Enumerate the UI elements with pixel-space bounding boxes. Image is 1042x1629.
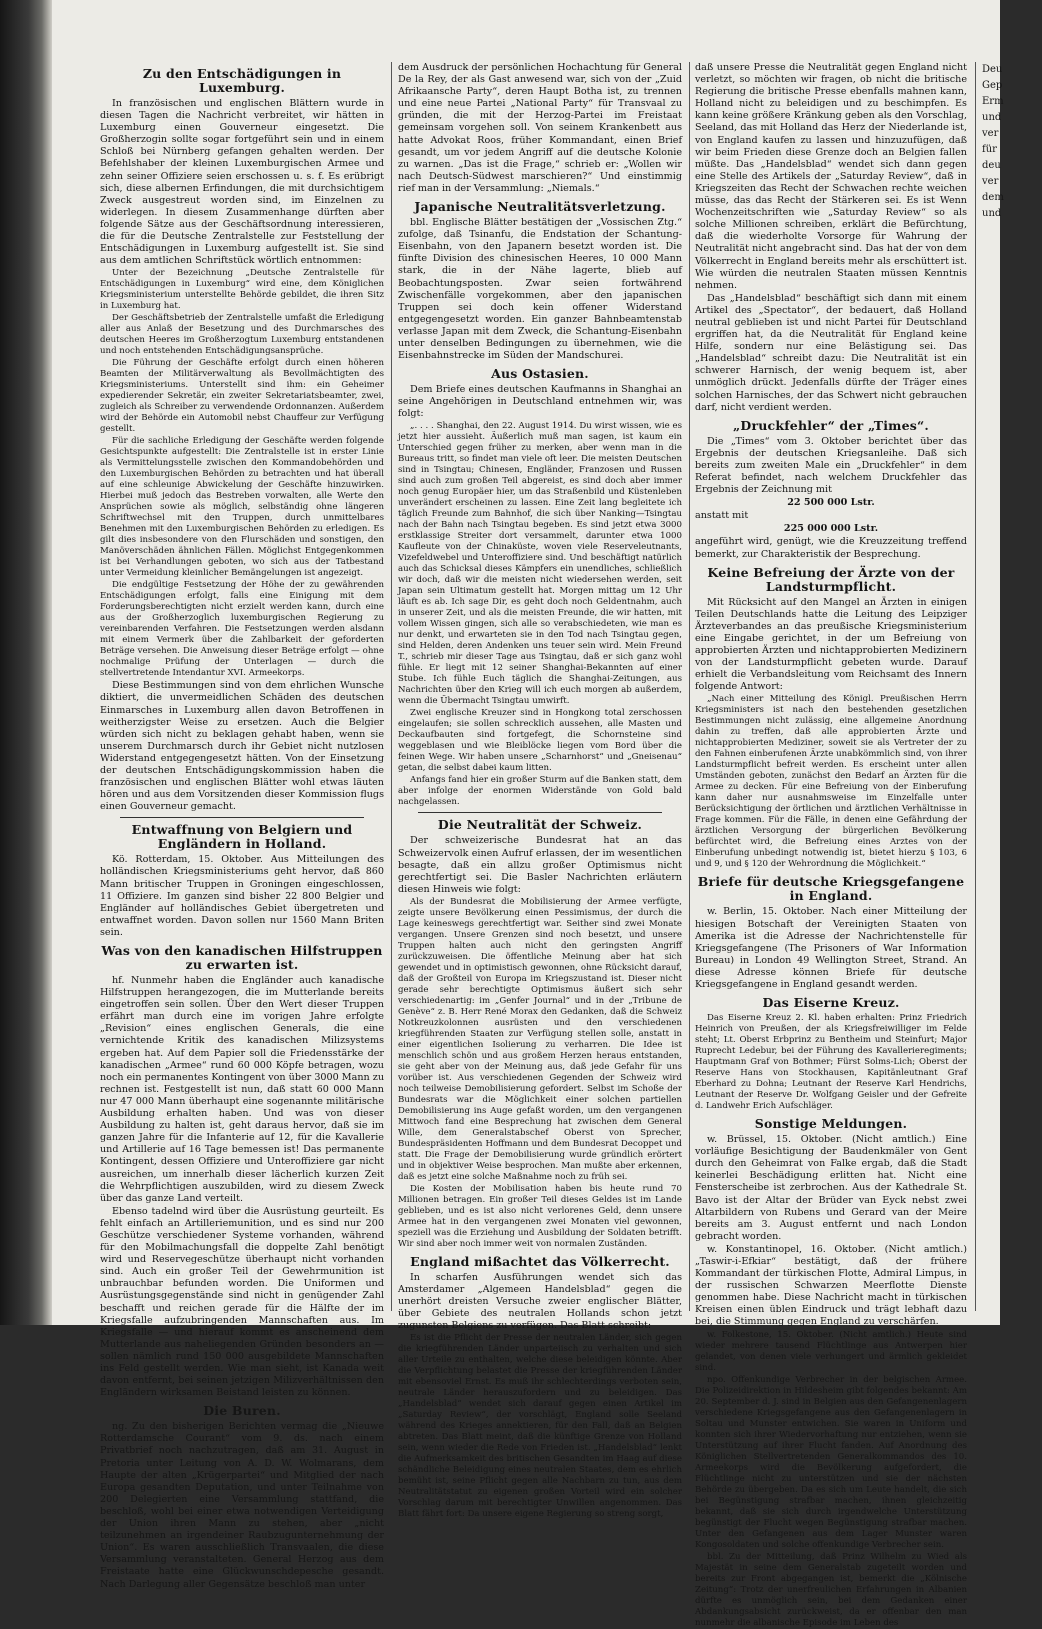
article-paragraph: w. Brüssel, 15. Oktober. (Nicht amtlich.) Eine vorläufige Besichtigung der Baudenkmäler von Gent durch den Geheimrat von Falke ergab, daß die Stadt keinerlei Beschädigung erlitten hat. Nicht eine Fensterscheibe ist zerbrochen. Aus der Kathedrale St. Bavo ist der Altar der Brüder van Eyck nebst zwei Altarbildern von Rubens und Gerard van der Meire bereits am 3. August entfernt und nach London gebracht worden. <box>695 1134 967 1242</box>
article-heading: Sonstige Meldungen. <box>754 1116 908 1132</box>
article-quote: „. . . . Shanghai, den 22. August 1914. Du wirst wissen, wie es jetzt hier aussieht. Äußerlich muß man sagen, ist kaum ein Unterschied gegen früher zu merken, aber wenn man in die Bureaus tritt, so findet man viele oft leer. Die meisten Deutschen sind in Tsingtau; Chinesen, Engländer, Franzosen und Russen sind auch zum großen Teil abgereist, es sind doch aber immer noch genug Europäer hier, um das Straßenbild und Küstenleben unverändert erscheinen zu lassen. Eine Zeit lang begleitete ich täglich Freunde zum Bahnhof, die sich über Nanking—Tsingtau nach der Bahn nach Tsingtau begeben. Es sind jetzt etwa 3000 erstklassige Streiter dort versammelt, darunter etwa 1000 Kaufleute von der Chinaküste, woven viele Reserveleutnants, Vizefeldwebel und Unteroffiziere sind. Und beschäftigt natürlich auch das Schicksal dieses Kämpfers ein unendliches, schließlich wir doch, daß wir die meisten nicht wiedersehen werden, seit Japan sein Ultimatum gestellt hat. Morgen mittag um 12 Uhr läuft es ab. Ich sage Dir, es geht doch noch Geldentnahm, auch in unserer Zeit, und als die meisten Freunde, die wir hatten, mit vollem Wissen gingen, sich alle so verabschiedeten, wie man es nur denkt, und erwarteten sie in den Tod nach Tsingtau gegen, sind Helden, deren Andenken uns teuer sein wird. Mein Freund T., schrieb mir dieser Tage aus Tsingtau, daß er sich ganz wohl fühle. Er liegt mit 12 seiner Shanghai-Bekannten auf einer Stube. Ich fühle Euch täglich die Shanghai-Zeitungen, aus Nachrichten über den Krieg will ich euch morgen ab außerdem, wenn die Übermacht Tsingtau umwirft. <box>398 421 682 707</box>
article-paragraph: daß unsere Presse die Neutralität gegen England nicht verletzt, so möchten wir fragen, ob nicht die britische Regierung die britische Presse ebenfalls mahnen kann, Holland nicht zu beleidigen und zu beschimpfen. Es kann keine größere Kränkung geben als den Vorschlag, Seeland, das mit Holland das Herz der Niederlande ist, von England kaufen zu lassen und hinzuzufügen, daß wir beim Frieden diese Grenze doch an Belgien fallen müßte. Das „Handelsblad“ wendet sich dann gegen eine Stelle des Artikels der „Saturday Review“, daß in Kriegszeiten das Recht der Schwachen rechte weichen müsse, das das Recht der Stärkeren sei. Es ist Wenn Wochenzeitschriften wie „Saturday Review“ so als solche Millionen schreiben, erklärt die Befürchtung, daß die wiederholte Vorsorge für Wahrung der Neutralität nicht angebracht sind. Das hat der von dem Völkerrecht in England bereits mehr als erschüttert ist. Wie würden die neutralen Staaten müssen Kenntnis nehmen. <box>695 62 967 291</box>
article-quote: „Nach einer Mitteilung des Königl. Preußischen Herrn Kriegsministers ist nach den bestehenden gesetzlichen Bestimmungen nicht zulässig, eine allgemeine Anordnung dahin zu treffen, daß alle approbierten Ärzte und nichtapprobierten Mediziner, soweit sie als Vertreter der zu den Fahnen einberufenen Ärzte unabkömmlich sind, von ihrer Landsturmpflicht befreit werden. Es erscheint unter allen Umständen geboten, zunächst den Bedarf an Ärzten für die Armee zu decken. Für eine Befreiung von der Einberufung kann daher nur ausnahmsweise im Einzelfalle unter Berücksichtigung der örtlichen und ärztlichen Verhältnisse in Frage kommen. Für die Fälle, in denen eine Gefährdung der ärztlichen Versorgung der bürgerlichen Bevölkerung befürchtet wird, die Befreiung eines Arztes von der Einberufung unbedingt notwendig ist, bietet hierzu § 103, 6 und 9, und § 120 der Wehrordnung die Möglichkeit.“ <box>695 694 967 870</box>
article-paragraph: dem Ausdruck der persönlichen Hochachtung für General De la Rey, der als Gast anwesend war, sich von der „Zuid Afrikaansche Party“, deren Haupt Botha ist, zu trennen und eine neue Partei „National Party“ für Transvaal zu gründen, die mit der Herzog-Partei im Freistaat gemeinsam vorgehen soll. Von seinem Krankenbett aus hatte Advokat Roos, früher Kommandant, einen Brief gesandt, um vor jedem Angriff auf die deutsche Kolonie zu warnen. „Das ist die Frage,“ schrieb er: „Wollen wir nach Deutsch-Südwest marschieren?“ Und einstimmig rief man in der Versammlung: „Niemals.“ <box>398 62 682 194</box>
article-quote: Anfangs fand hier ein großer Sturm auf die Banken statt, dem aber infolge der enormen Widerstände von Gold bald nachgelassen. <box>398 775 682 808</box>
article-heading: Briefe für deutsche Kriegsgefangene in England. <box>697 874 965 904</box>
figure-line: 22 500 000 Lstr. <box>787 497 875 509</box>
article-heading: Die Neutralität der Schweiz. <box>437 817 643 833</box>
article-quote: Unter der Bezeichnung „Deutsche Zentralstelle für Entschädigungen in Luxemburg“ wird eine, dem Königlichen Kriegsministerium unterstellte Behörde gebildet, die ihren Sitz in Luxemburg hat. <box>100 268 384 312</box>
column-2 <box>398 62 682 1520</box>
article-quote: Der Geschäftsbetrieb der Zentralstelle umfaßt die Erledigung aller aus Anlaß der Besetzung und des Durchmarsches des deutschen Heeres im Großherzogtum Luxemburg entstandenen und noch entstehenden Entschädigungsansprüche. <box>100 313 384 357</box>
article-paragraph: In französischen und englischen Blättern wurde in diesen Tagen die Nachricht verbreitet, wir hätten in Luxemburg einen Gouverneur eingesetzt. Die Großherzogin sollte sogar fortgeführt sein und in einem Schloß bei Nürnberg gefangen gehalten werden. Der Befehlshaber der kleinen Luxemburgischen Armee und zehn seiner Offiziere seien erschossen u. s. f. Es erübrigt sich, diese albernen Erfindungen, die mit durchsichtigem Zweck ausgestreut worden sind, im Einzelnen zu widerlegen. In diesem Zusammenhange dürften aber folgende Sätze aus der Geschäftsordnung interessieren, die für die Deutsche Zentralstelle zur Feststellung der Entschädigungen in Luxemburg aufgestellt ist. Sie sind aus dem amtlichen Schriftstück wörtlich entnommen: <box>100 98 384 267</box>
article-paragraph: In scharfen Ausführungen wendet sich das Amsterdamer „Algemeen Handelsblad“ gegen die unerhört dreisten Versuche zweier englischer Blätter, über Gebiete des neutralen Hollands schon jetzt zugunsten Belgiens zu verfügen. Das Blatt schreibt: <box>398 1271 682 1332</box>
column-1 <box>100 62 384 1590</box>
figure-line: 225 000 000 Lstr. <box>783 523 879 535</box>
article-heading: Keine Befreiung der Ärzte von der Landsturmpflicht. <box>707 564 955 594</box>
article-heading: Aus Ostasien. <box>491 366 589 382</box>
article-paragraph: Mit Rücksicht auf den Mangel an Ärzten in einigen Teilen Deutschlands hatte die Leitung des Leipziger Ärzteverbandes an das preußische Kriegsministerium eine Eingabe gerichtet, in der um Befreiung von approbierten Ärzten und nichtapprobierten Medizinern von der Landsturmpflicht gebeten wurde. Darauf erhielt die Verbandsleitung vom Reichsamt des Innern folgende Antwort: <box>695 596 967 693</box>
separator <box>120 817 364 818</box>
article-paragraph: npo. Offenkundige Verbrecher in der belgischen Armee. Die Polizeidirektion in Hildesheim gibt folgendes bekannt: Am 20. September d. J. sind in Belgien aus den Gefangenenlagern verschiedene Kriegsgefangene aus den Gefangenenlagern in Soltau und Munster entwichen. Sie waren in Uniform und konnten sich ihrer Wiedervorhaftung nur entziehen, wenn sie Unterstützung auf ihrer Flucht fanden. Auf Anordnung des Königlichen Stellvertretenden Generalkommandos des 10. Armeekorps wird die Bevölkerung aufgefordert, die Flüchtlinge nicht zu unterstützen und sie der nächsten Behörde zu übergeben. Da es sich um Leute handelt, die sich bei Begünstigung strafbar machen, ihnen gleichzeitig bekannt, daß sie sich durch irgendwelche Unterstützung begünstigt der Flucht wegen Begünstigung strafbar machen. Unter den Gefangenen aus dem Lager Munster waren Kongosoldaten und solche offenkundige Verbrecher sein. <box>695 1374 967 1550</box>
article-paragraph: bbl. Zu der Mitteilung, daß Prinz Wilhelm zu Wied als Majestät in seine dem Generalstab zugeteilt worden und bereits zur Front abgegangen ist, bemerkt die „Kölnische Zeitung“: Trotz der unerfreulichen Erfahrungen in Albanien dürfte es unmöglich sein, bei dem Gedanken einer Abdankungsabsicht zurückweist, da er offenbar den man nunmehr die albanische Episode im Leben des <box>695 1551 967 1628</box>
article-paragraph: w. Berlin, 15. Oktober. Nach einer Mitteilung der hiesigen Botschaft der Vereinigten Staaten von Amerika ist die Adresse der Nachrichtenstelle für Kriegsgefangene (The Prisoners of War Information Bureau) in London 49 Wellington Street, Strand. An diese Adresse können Briefe für deutsche Kriegsgefangene in England gesandt werden. <box>695 906 967 990</box>
column-rule <box>689 62 690 1311</box>
column-3 <box>695 62 967 1628</box>
cut-off-text: Deu Gep Erm und ver für deu ver dem und <box>982 64 1004 219</box>
article-heading: Entwaffnung von Belgiern und Engländern in Holland. <box>131 822 353 852</box>
separator <box>418 812 662 813</box>
article-paragraph: w. Folkestone, 15. Oktober. (Nicht amtlich.) Heute sind wieder mehrere tausend Flüchtlinge aus Antwerpen hier gelandet, von denen viele verhungert und ärmlich gekleidet sind. <box>695 1329 967 1373</box>
article-paragraph: hf. Nunmehr haben die Engländer auch kanadische Hilfstruppen herangezogen, die im Mutterlande bereits eingetroffen sein sollen. Über den Wert dieser Truppen erfährt man durch eine im vorigen Jahre erfolgte „Revision“ eines englischen Generals, die eine vernichtende Kritik des kanadischen Milizsystems ergeben hat. Auf dem Papier soll die Friedensstärke der kanadischen „Armee“ rund 60 000 Köpfe betragen, wozu noch ein permanentes Kontingent von über 3000 Mann zu rechnen ist. Festgestellt ist nun, daß statt 60 000 Mann nur 47 000 Mann überhaupt eine sogenannte militärische Ausbildung erhalten haben. Und was von dieser Ausbildung zu halten ist, geht daraus hervor, daß sie im ganzen Jahre für die Infanterie auf 12, für die Kavallerie und Artillerie auf 16 Tage bemessen ist! Das permanente Kontingent, dessen Offiziere und Unteroffiziere gar nicht ausreichen, um innerhalb dieser lächerlich kurzen Zeit die Wehrpflichtigen auszubilden, wird zu diesem Zweck über das ganze Land verteilt. <box>100 975 384 1204</box>
article-heading: England mißachtet das Völkerrecht. <box>410 1253 670 1269</box>
article-quote: Zwei englische Kreuzer sind in Hongkong total zerschossen eingelaufen; sie sollen schrecklich aussehen, alle Masten und Deckaufbauten sind fortgefegt, die Schornsteine sind weggeblasen und wie Bleiblöcke liegen vom Bord über die feinen Wege. Wir haben unsere „Scharnhorst“ und „Gneisenau“ getan, die selbst dabei kaum litten. <box>398 708 682 774</box>
article-quote: Die Kosten der Mobilisation haben bis heute rund 70 Millionen betragen. Ein großer Teil dieses Geldes ist im Lande geblieben, und es ist also nicht verlorenes Geld, denn unsere Armee hat in den vergangenen zwei Monaten viel gewonnen, speziell was die Erziehung und Ausbildung der Soldaten betrifft. Wir sind aber noch immer weit von normalen Zuständen. <box>398 1183 682 1249</box>
article-paragraph: anstatt mit <box>695 510 749 522</box>
article-paragraph: Das „Handelsblad“ beschäftigt sich dann mit einem Artikel des „Spectator“, der bedauert, daß Holland neutral geblieben ist und nicht Partei für Deutschland ergriffen hat, da die Neutralität für England keine Hilfe, sondern nur eine Belästigung sei. Das „Handelsblad“ schreibt dazu: Die Neutralität ist ein schwerer Harnisch, der wenig bequem ist, aber unmöglich drückt. Jedenfalls dürfte der Träger eines solchen Harnisches, der das Schwert nicht gebrauchen darf, nicht verdient werden. <box>695 292 967 413</box>
article-paragraph: Der schweizerische Bundesrat hat an das Schweizervolk einen Aufruf erlassen, der im wesentlichen besagte, daß ein allzu großer Optimismus nicht gerechtfertigt sei. Die Basler Nachrichten erläutern diesen Hinweis wie folgt: <box>398 835 682 895</box>
article-quote: Es ist die Pflicht der Presse der neutralen Länder, sich gegen die kriegführenden Länder unparteiisch zu verhalten und sich aller Urteile zu enthalten, welche diese beleidigen könnte. Aber die Verpflichtung belastet die Presse der kriegführenden Länder mit ebensoviel Ernst. Es muß ihr schlechterdings verboten sein, neutrale Länder herauszufordern und zu beleidigen. Das „Handelsblad“ wendet sich darauf gegen einen Artikel im „Saturday Review“, der vorschlägt, England solle Seeland während des Krieges annektieren, für den Fall, daß an Belgien abtreten. Das Blatt meint, daß die künftige Grenze von Holland sein, wenn wieder die Rede von Frieden ist. „Handelsblad“ lenkt die Aufmerksamkeit des britischen Gesandten im Haag auf diese schändliche Beleidigung eines neutralen Staates, dem es ehrlich bemüht ist, seine Pflicht gegen alle Nachbarn zu tun, aus dem Neutralitätstatut zu eigenen großen Vorteil wird ein solcher Vorschlag darum mit berechtigter Unwillen angenommen. Das Blatt fährt fort: Da unsere eigene Regierung so streng sorgt, <box>398 1333 682 1520</box>
article-paragraph: Diese Bestimmungen sind von dem ehrlichen Wunsche diktiert, die unvermeidlichen Schäden des deutschen Einmarsches in Luxemburg allen davon Betroffenen in weitherzigster Weise zu ersetzen. Auch die Belgier würden sich nicht zu beklagen gehabt haben, wenn sie unserem Durchmarsch durch ihr Gebiet nicht nutzlosen Widerstand entgegengesetzt hätten. Von der Einsetzung der deutschen Entschädigungskommission haben die französischen und englischen Blätter wohl etwas läuten hören und aus dem Vorsitzenden dieser Kommission flugs einen Gouverneur gemacht. <box>100 680 384 813</box>
article-quote: Die Führung der Geschäfte erfolgt durch einen höheren Beamten der Militärverwaltung als Bevollmächtigten des Kriegsministeriums. Unterstellt sind ihm: ein Geheimer expedierender Sekretär, ein zweiter Sekretariatsbeamter, zwei, zugleich als Schreiber zu verwendende Ordonnanzen. Außerdem wird der Behörde ein Automobil nebst Chauffeur zur Verfügung gestellt. <box>100 358 384 435</box>
article-paragraph: angeführt wird, genügt, wie die Kreuzzeitung treffend bemerkt, zur Charakteristik der Besprechung. <box>695 536 967 560</box>
article-paragraph: bbl. Englische Blätter bestätigen der „Vossischen Ztg.“ zufolge, daß Tsinanfu, die Endstation der Schantung-Eisenbahn, von den Japanern besetzt worden ist. Die fünfte Division des chinesischen Heeres, 10 000 Mann stark, die in der Nähe lagerte, blieb auf Beobachtungsposten. Zwar seien fortwährend Zwischenfälle vorgekommen, aber den japanischen Truppen sei doch kein offener Widerstand entgegengesetzt worden. Ein ganzer Bahnbeamtenstab verlasse Japan mit dem Zweck, die Schantung-Eisenbahn unter denselben Bedingungen zu übernehmen, wie die Eisenbahnstrecke im Süden der Mandschurei. <box>398 217 682 362</box>
article-heading: Japanische Neutralitätsverletzung. <box>414 199 666 215</box>
article-paragraph: Kö. Rotterdam, 15. Oktober. Aus Mitteilungen des holländischen Kriegsministeriums geht hervor, daß 860 Mann britischer Truppen in Groningen eingeschlossen, 11 Offiziere. Im ganzen sind bisher 22 800 Belgier und Engländer auf holländisches Gebiet übergetreten und entwaffnet worden. Davon sollen nur 1560 Mann Briten sein. <box>100 854 384 938</box>
article-paragraph: Das Eiserne Kreuz 2. Kl. haben erhalten: Prinz Friedrich Heinrich von Preußen, der als Kriegsfreiwilliger im Felde steht; Lt. Oberst Erbprinz zu Bentheim und Steinfurt; Major Ruprecht Ledebur, bei der Führung des Kavallerieregiments; Hauptmann Graf von Bothmer; Fürst Solms-Lich; Oberst der Reserve Hans von Stockhausen, Kapitänleutnant Graf Eberhard zu Dohna; Leutnant der Reserve Karl Hendrichs, Leutnant der Reserve Dr. Wolfgang Geisler und der Gefreite d. Landwehr Erich Aufschläger. <box>695 1013 967 1112</box>
article-quote: Die endgültige Festsetzung der Höhe der zu gewährenden Entschädigungen erfolgt, falls eine Einigung mit dem Forderungsberechtigten nicht erzielt werden kann, durch eine aus der Großherzoglich luxemburgischen Regierung zu vereinbarenden Verfahren. Die Festsetzungen werden alsdann mit einem Vermerk über die Zahlbarkeit der geforderten Beträge versehen. Die Anweisung dieser Beträge erfolgt — ohne nochmalige Prüfung der Unterlagen — durch die stellvertretende Intendantur XVI. Armeekorps. <box>100 580 384 679</box>
column-rule <box>975 62 976 1311</box>
column-rule <box>391 62 392 1311</box>
article-quote: Für die sachliche Erledigung der Geschäfte werden folgende Gesichtspunkte aufgestellt: Die Zentralstelle ist in erster Linie als Vermittelungsstelle zwischen den Kommandobehörden und den Luxemburgischen Behörden zu betrachten und hat überall auf eine schleunige Abwickelung der Geschäfte hinzuwirken. Hierbei muß jedoch das Bestreben vorwalten, alle Werte den Ansprüchen sowie als möglich, selbständig ohne längeren Schriftwechsel mit den Truppen, durch unmittelbares Benehmen mit den Luxemburgischen Behörden zu erledigen. Es gilt dies insbesondere von den Flurschäden und sonstigen, den Manöverschäden ähnlichen Fällen. Möglichst Entgegenkommen ist bei Verhandlungen geboten, wo sich aus der Tatbestand unter Vermeidung kleinlicher Bemängelungen ist angezeigt. <box>100 436 384 579</box>
article-paragraph: ng. Zu den bisherigen Berichten vermag die „Nieuwe Rotterdamsche Courant“ vom 9. ds. nach einem Privatbrief noch nachzutragen, daß am 31. August in Pretoria unter Leitung von A. D. W. Wolmarans, dem Haupte der alten „Krügerpartei“ und Mitglied der nach Europa gesandten Deputation, und unter Teilnahme von 200 Delegierten eine Versammlung stattfand, die beschloß, wohl bei einer etwa notwendigen Verteidigung der Union ihren Mann zu stehen, aber „nicht teilzunehmen an irgendeiner Raubzugunternehmung der Union“. Es waren ausschließlich Transvaalen, die diese Versammlung veranstalteten. General Herzog aus dem Freistaate hatte eine Glückwunschdepesche gesandt. Nach Darlegung aller Gegensätze beschloß man unter <box>100 1421 384 1590</box>
article-paragraph: w. Konstantinopel, 16. Oktober. (Nicht amtlich.) „Taswir-i-Efkiar“ bestätigt, daß der frühere Kommandant der türkischen Flotte, Admiral Limpus, in der russischen Schwarzen Meerflotte Dienste genommen habe. Diese Nachricht macht in türkischen Kreisen einen üblen Eindruck und trägt lebhaft dazu bei, die Stimmung gegen England zu verschärfen. <box>695 1243 967 1328</box>
article-heading: Zu den Entschädigungen in Luxemburg. <box>142 66 342 95</box>
article-heading: „Druckfehler“ der „Times“. <box>733 417 929 433</box>
column-4-fragment <box>982 62 1042 1311</box>
article-quote: Als der Bundesrat die Mobilisierung der Armee verfügte, zeigte unsere Bevölkerung einen Pessimismus, der durch die Lage keineswegs gerechtfertigt war. Seither sind zwei Monate vergangen. Unsere Grenzen sind noch besetzt, und unsere Truppen halten auch nicht den geringsten Angriff zurückzuweisen. Die öffentliche Meinung aber hat sich gewendet und in optimistisch gewonnen, ohne Rücksicht darauf, daß der Großteil von Europa im Kriegszustand ist. Dieser nicht gerade sehr berechtigte Optimismus äußert sich sehr verschiedenartig: im „Genfer Journal“ und in der „Tribune de Genève“ z. B. Herr René Morax den Gedanken, daß die Schweiz Notkreuzkolonnen ausrüsten und den verschiedenen kriegführenden Staaten zur Verfügung stellen solle, anstatt in einer eigentlichen Isolierung zu verharren. Die Idee ist menschlich schön und aus großem Herzen heraus entstanden, sie geht aber von der Meinung aus, daß jede Gefahr für uns vorüber ist. Aus verschiedenen Gegenden der Schweiz wird noch teilweise Demobilisierung gefordert. Selbst im Schoße der Bundesrats war die Möglichkeit einer solchen partiellen Demobilisierung ins Auge gefaßt worden, um den vergangenen Mittwoch fand eine Besprechung hat zwischen dem General Wille, dem Generalstabschef Oberst von Sprecher, Bundespräsidenten Hoffmann und dem Bundesrat Decoppet und statt. Die Frage der Demobilisierung wurde gründlich erörtert und in objektiver Weise besprochen. Man mußte aber erkennen, daß es jetzt eine solche Maßnahme noch zu früh sei. <box>398 896 682 1182</box>
article-heading: Was von den kanadischen Hilfstruppen zu erwarten ist. <box>101 943 383 972</box>
article-paragraph: Ebenso tadelnd wird über die Ausrüstung geurteilt. Es fehlt einfach an Artilleriemunition, und es sind nur 200 Geschütze verschiedener Systeme vorhanden, während für den Mobilmachungsfall die doppelte Zahl benötigt wird und Reservegeschütze überhaupt nicht vorhanden sind. Auch ein großer Teil der Gewehrmunition ist unbrauchbar befunden worden. Die Uniformen und Ausrüstungsgegenstände sind nicht in genügender Zahl beschafft und reichen gerade für die Hälfte der im Kriegsfalle aufzubringenden Mannschaften aus. Im Kriegsfalle — und hierauf kommt es anscheinend dem Mutterlande aus naheliegenden Gründen besonders an — sollen nämlich rund 150 000 ausgebildete Mannschaften ins Feld gestellt werden. Wie man sieht, ist Kanada weit davon entfernt, bei seinen jetzigen Milizverhältnissen den Engländern wirksamen Beistand leisten zu können. <box>100 1205 384 1399</box>
article-paragraph: Die „Times“ vom 3. Oktober berichtet über das Ergebnis der deutschen Kriegsanleihe. Daß sich bereits zum zweiten Male ein „Druckfehler“ in dem Referat befindet, nach welchem Druckfehler das Ergebnis der Zeichnung mit <box>695 435 967 496</box>
book-binding-edge <box>0 0 52 1325</box>
article-heading: Die Buren. <box>203 1403 281 1419</box>
article-paragraph: Dem Briefe eines deutschen Kaufmanns in Shanghai an seine Angehörigen in Deutschland entnehmen wir, was folgt: <box>398 384 682 420</box>
article-heading: Das Eiserne Kreuz. <box>762 995 900 1011</box>
